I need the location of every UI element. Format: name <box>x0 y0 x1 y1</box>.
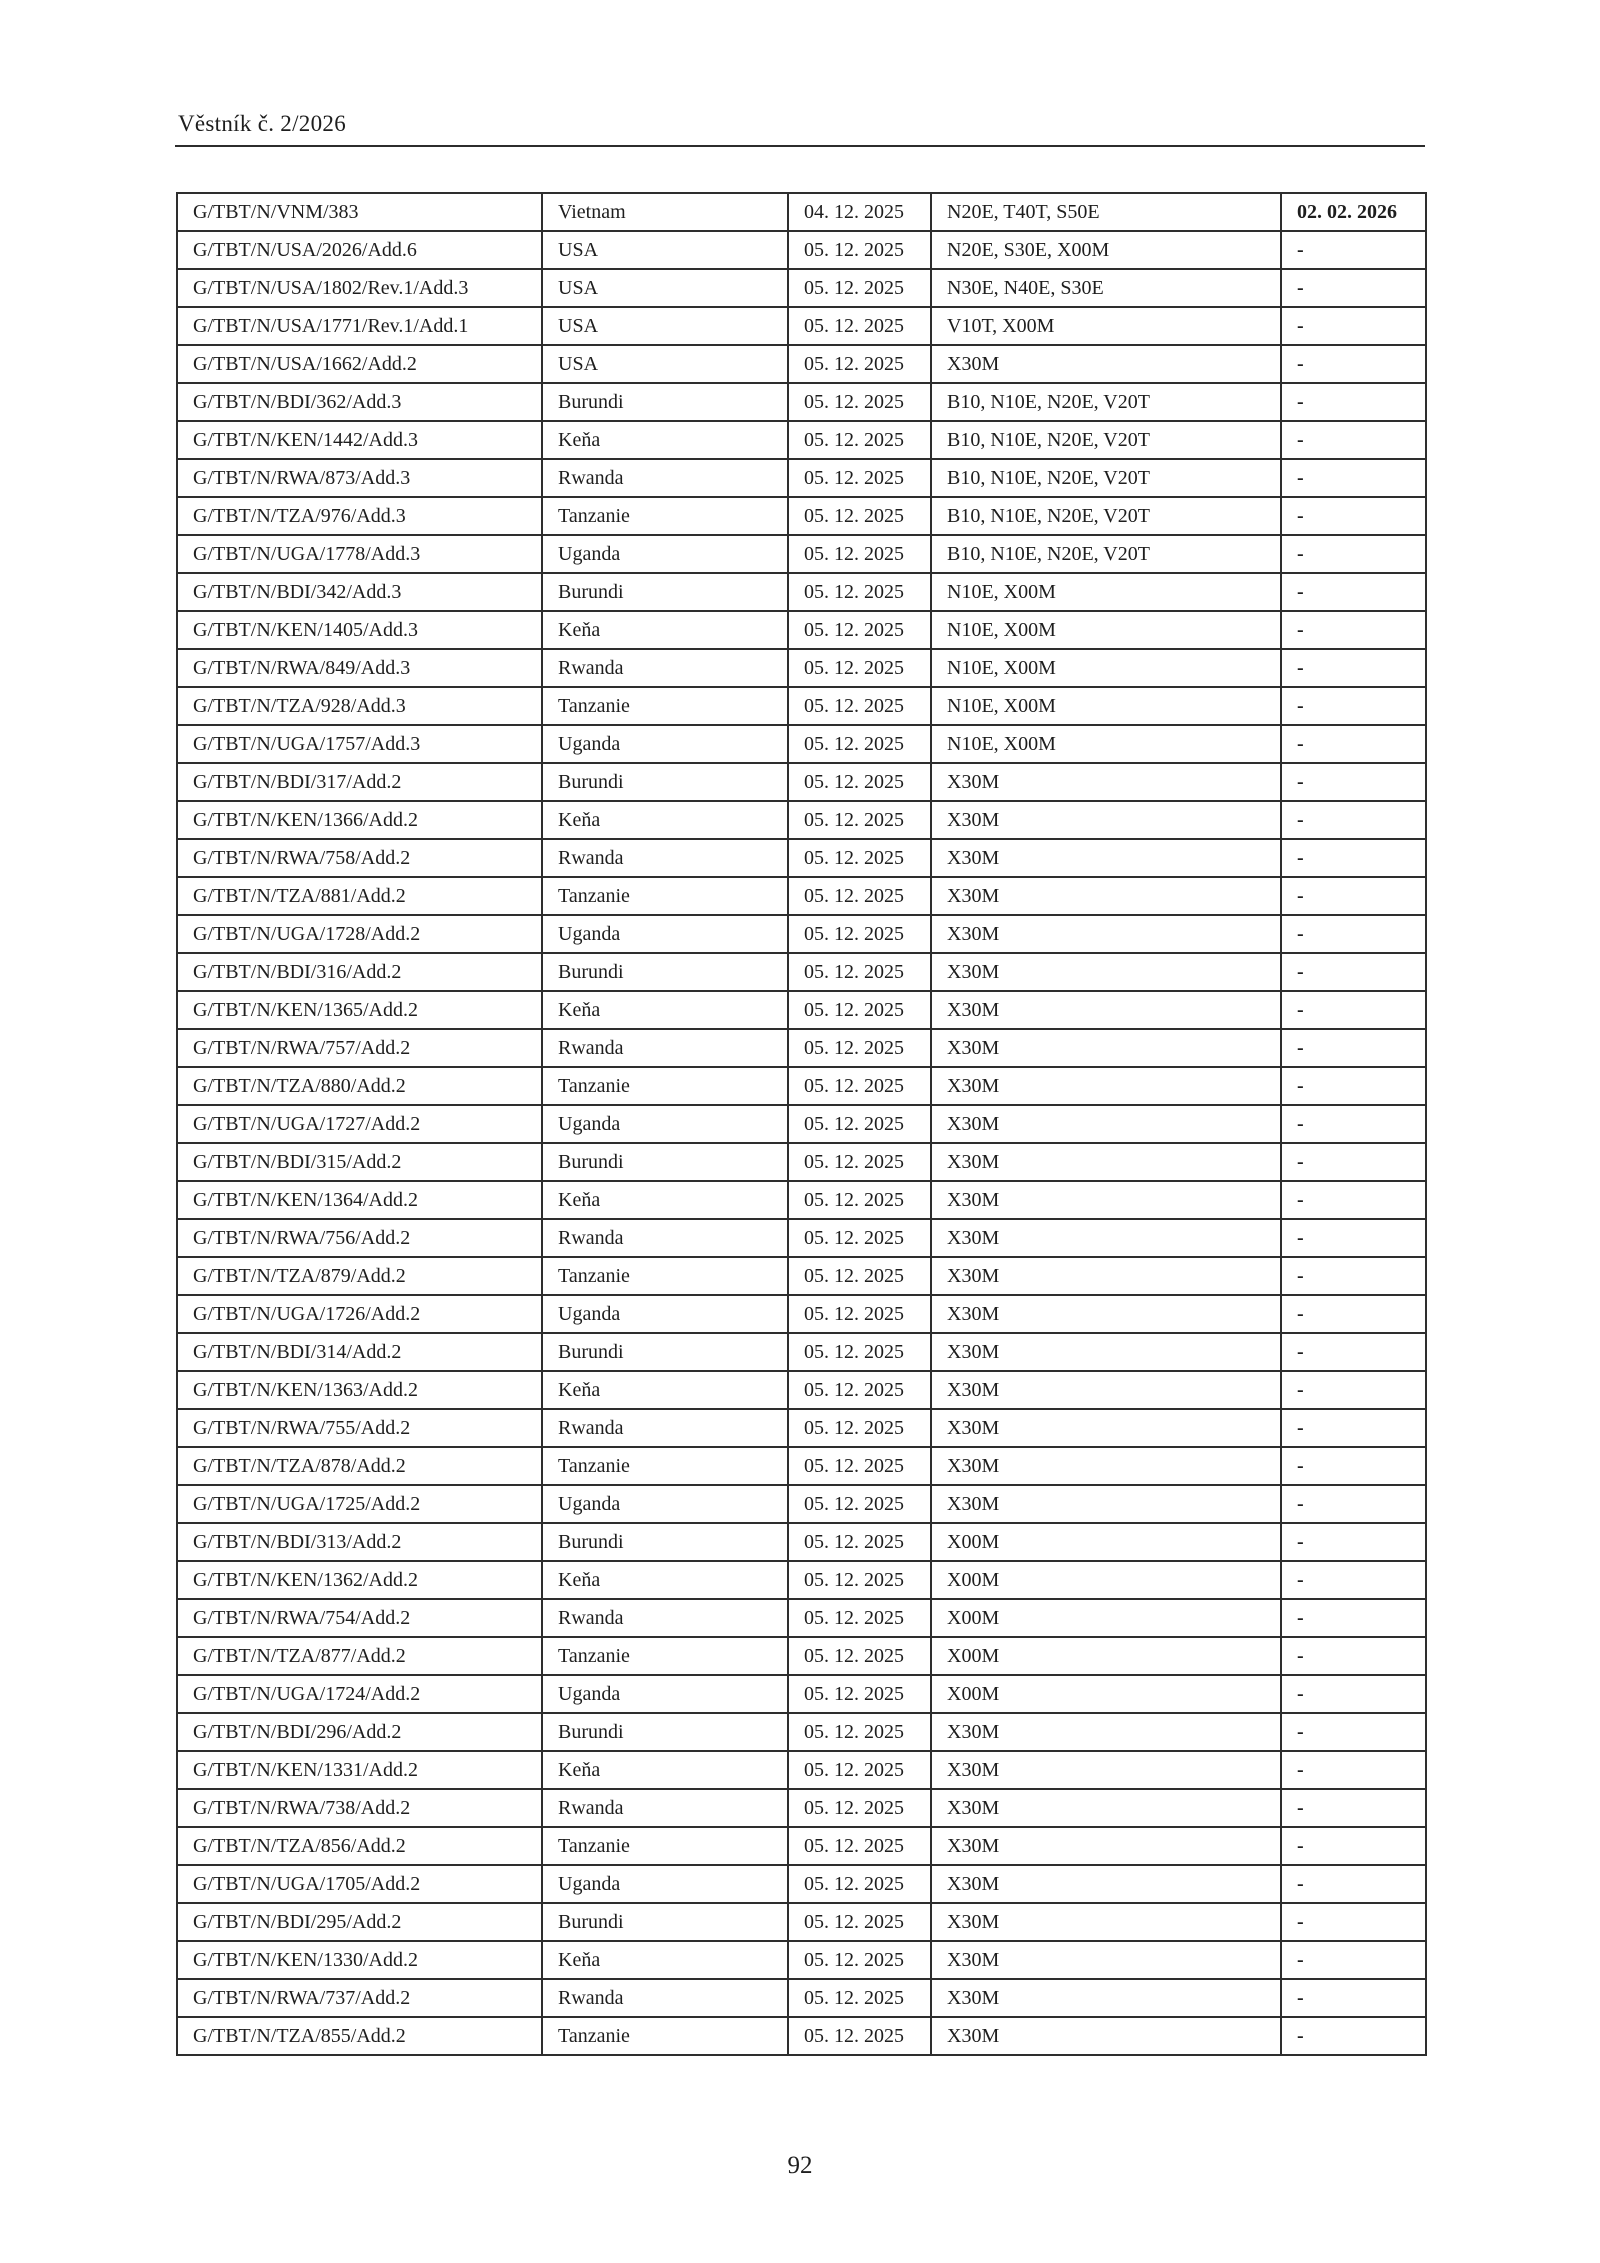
table-row <box>177 1143 1426 1181</box>
date-cell: 05. 12. 2025 <box>788 1067 931 1105</box>
date-cell: 05. 12. 2025 <box>788 1029 931 1067</box>
date-cell: 05. 12. 2025 <box>788 1713 931 1751</box>
notification-code-cell: G/TBT/N/RWA/873/Add.3 <box>177 459 542 497</box>
country-cell: Keňa <box>542 1941 788 1979</box>
table-row <box>177 1599 1426 1637</box>
deadline-cell: - <box>1281 1295 1426 1333</box>
table-row <box>177 1105 1426 1143</box>
deadline-cell: - <box>1281 1827 1426 1865</box>
date-cell: 05. 12. 2025 <box>788 801 931 839</box>
deadline-cell: - <box>1281 459 1426 497</box>
table-row <box>177 1409 1426 1447</box>
table-row <box>177 1865 1426 1903</box>
type-codes-cell: X30M <box>931 1067 1281 1105</box>
notification-code-cell: G/TBT/N/BDI/314/Add.2 <box>177 1333 542 1371</box>
type-codes-cell: X30M <box>931 1865 1281 1903</box>
deadline-cell: - <box>1281 725 1426 763</box>
deadline-cell: - <box>1281 1599 1426 1637</box>
deadline-cell: - <box>1281 1637 1426 1675</box>
table-row <box>177 1561 1426 1599</box>
deadline-cell: - <box>1281 1751 1426 1789</box>
deadline-cell: - <box>1281 1409 1426 1447</box>
type-codes-cell: X30M <box>931 2017 1281 2055</box>
deadline-cell: - <box>1281 1789 1426 1827</box>
deadline-cell: - <box>1281 573 1426 611</box>
notification-code-cell: G/TBT/N/KEN/1330/Add.2 <box>177 1941 542 1979</box>
type-codes-cell: N30E, N40E, S30E <box>931 269 1281 307</box>
notification-code-cell: G/TBT/N/BDI/317/Add.2 <box>177 763 542 801</box>
type-codes-cell: X30M <box>931 991 1281 1029</box>
country-cell: Uganda <box>542 1675 788 1713</box>
table-row <box>177 1333 1426 1371</box>
type-codes-cell: X30M <box>931 953 1281 991</box>
deadline-cell: - <box>1281 2017 1426 2055</box>
date-cell: 05. 12. 2025 <box>788 1903 931 1941</box>
type-codes-cell: B10, N10E, N20E, V20T <box>931 383 1281 421</box>
country-cell: Uganda <box>542 1865 788 1903</box>
type-codes-cell: X30M <box>931 915 1281 953</box>
type-codes-cell: X30M <box>931 1409 1281 1447</box>
country-cell: USA <box>542 345 788 383</box>
type-codes-cell: X00M <box>931 1599 1281 1637</box>
type-codes-cell: N10E, X00M <box>931 725 1281 763</box>
date-cell: 05. 12. 2025 <box>788 1637 931 1675</box>
country-cell: Tanzanie <box>542 2017 788 2055</box>
table-row <box>177 307 1426 345</box>
date-cell: 05. 12. 2025 <box>788 877 931 915</box>
page-number: 92 <box>787 2152 813 2179</box>
notification-code-cell: G/TBT/N/UGA/1726/Add.2 <box>177 1295 542 1333</box>
notification-code-cell: G/TBT/N/TZA/976/Add.3 <box>177 497 542 535</box>
deadline-cell: - <box>1281 1257 1426 1295</box>
notification-code-cell: G/TBT/N/TZA/879/Add.2 <box>177 1257 542 1295</box>
type-codes-cell: X30M <box>931 801 1281 839</box>
country-cell: Keňa <box>542 1751 788 1789</box>
notification-code-cell: G/TBT/N/KEN/1364/Add.2 <box>177 1181 542 1219</box>
header-rule-divider <box>175 145 1425 147</box>
country-cell: Rwanda <box>542 839 788 877</box>
date-cell: 05. 12. 2025 <box>788 1219 931 1257</box>
deadline-cell: - <box>1281 1067 1426 1105</box>
table-row <box>177 193 1426 231</box>
country-cell: Burundi <box>542 1333 788 1371</box>
notification-code-cell: G/TBT/N/RWA/755/Add.2 <box>177 1409 542 1447</box>
notification-code-cell: G/TBT/N/RWA/757/Add.2 <box>177 1029 542 1067</box>
table-row <box>177 915 1426 953</box>
table-row <box>177 421 1426 459</box>
table-row <box>177 573 1426 611</box>
type-codes-cell: X30M <box>931 877 1281 915</box>
date-cell: 05. 12. 2025 <box>788 231 931 269</box>
country-cell: Uganda <box>542 1485 788 1523</box>
deadline-cell: - <box>1281 1105 1426 1143</box>
deadline-cell: - <box>1281 1561 1426 1599</box>
date-cell: 05. 12. 2025 <box>788 1675 931 1713</box>
date-cell: 05. 12. 2025 <box>788 383 931 421</box>
date-cell: 04. 12. 2025 <box>788 193 931 231</box>
deadline-cell: - <box>1281 1029 1426 1067</box>
type-codes-cell: B10, N10E, N20E, V20T <box>931 535 1281 573</box>
deadline-cell: - <box>1281 1181 1426 1219</box>
deadline-cell: - <box>1281 1219 1426 1257</box>
table-row <box>177 459 1426 497</box>
date-cell: 05. 12. 2025 <box>788 1827 931 1865</box>
notification-code-cell: G/TBT/N/TZA/880/Add.2 <box>177 1067 542 1105</box>
notification-code-cell: G/TBT/N/USA/1802/Rev.1/Add.3 <box>177 269 542 307</box>
notification-code-cell: G/TBT/N/TZA/856/Add.2 <box>177 1827 542 1865</box>
date-cell: 05. 12. 2025 <box>788 307 931 345</box>
notification-code-cell: G/TBT/N/USA/1662/Add.2 <box>177 345 542 383</box>
notification-code-cell: G/TBT/N/UGA/1728/Add.2 <box>177 915 542 953</box>
type-codes-cell: X30M <box>931 1941 1281 1979</box>
notification-code-cell: G/TBT/N/KEN/1362/Add.2 <box>177 1561 542 1599</box>
type-codes-cell: X00M <box>931 1523 1281 1561</box>
table-row <box>177 877 1426 915</box>
date-cell: 05. 12. 2025 <box>788 1143 931 1181</box>
deadline-cell: - <box>1281 687 1426 725</box>
table-row <box>177 1485 1426 1523</box>
deadline-cell: - <box>1281 1333 1426 1371</box>
deadline-cell: - <box>1281 1979 1426 2017</box>
type-codes-cell: X30M <box>931 1333 1281 1371</box>
notifications-table-body <box>177 193 1426 2055</box>
date-cell: 05. 12. 2025 <box>788 1371 931 1409</box>
notification-code-cell: G/TBT/N/BDI/296/Add.2 <box>177 1713 542 1751</box>
deadline-cell: - <box>1281 383 1426 421</box>
date-cell: 05. 12. 2025 <box>788 1941 931 1979</box>
table-row <box>177 1751 1426 1789</box>
notification-code-cell: G/TBT/N/KEN/1442/Add.3 <box>177 421 542 459</box>
country-cell: Keňa <box>542 611 788 649</box>
country-cell: Burundi <box>542 1143 788 1181</box>
notification-code-cell: G/TBT/N/RWA/738/Add.2 <box>177 1789 542 1827</box>
table-row <box>177 1371 1426 1409</box>
deadline-cell: - <box>1281 1713 1426 1751</box>
country-cell: Tanzanie <box>542 1067 788 1105</box>
country-cell: Uganda <box>542 1105 788 1143</box>
country-cell: Rwanda <box>542 459 788 497</box>
notification-code-cell: G/TBT/N/USA/2026/Add.6 <box>177 231 542 269</box>
type-codes-cell: X00M <box>931 1561 1281 1599</box>
type-codes-cell: N10E, X00M <box>931 687 1281 725</box>
notification-code-cell: G/TBT/N/RWA/758/Add.2 <box>177 839 542 877</box>
date-cell: 05. 12. 2025 <box>788 573 931 611</box>
type-codes-cell: V10T, X00M <box>931 307 1281 345</box>
deadline-cell: - <box>1281 877 1426 915</box>
country-cell: Uganda <box>542 725 788 763</box>
page-title: Věstník č. 2/2026 <box>178 111 346 136</box>
country-cell: Keňa <box>542 1181 788 1219</box>
type-codes-cell: N20E, S30E, X00M <box>931 231 1281 269</box>
type-codes-cell: X30M <box>931 1295 1281 1333</box>
country-cell: Burundi <box>542 1523 788 1561</box>
table-row <box>177 1181 1426 1219</box>
table-row <box>177 1295 1426 1333</box>
table-row <box>177 1067 1426 1105</box>
type-codes-cell: X30M <box>931 1485 1281 1523</box>
date-cell: 05. 12. 2025 <box>788 991 931 1029</box>
country-cell: Vietnam <box>542 193 788 231</box>
deadline-cell: - <box>1281 535 1426 573</box>
date-cell: 05. 12. 2025 <box>788 345 931 383</box>
deadline-cell: - <box>1281 763 1426 801</box>
notification-code-cell: G/TBT/N/TZA/877/Add.2 <box>177 1637 542 1675</box>
notification-code-cell: G/TBT/N/RWA/737/Add.2 <box>177 1979 542 2017</box>
deadline-cell: - <box>1281 953 1426 991</box>
notification-code-cell: G/TBT/N/BDI/295/Add.2 <box>177 1903 542 1941</box>
notification-code-cell: G/TBT/N/UGA/1705/Add.2 <box>177 1865 542 1903</box>
country-cell: Burundi <box>542 573 788 611</box>
notification-code-cell: G/TBT/N/UGA/1757/Add.3 <box>177 725 542 763</box>
notification-code-cell: G/TBT/N/BDI/313/Add.2 <box>177 1523 542 1561</box>
type-codes-cell: N10E, X00M <box>931 649 1281 687</box>
type-codes-cell: X30M <box>931 345 1281 383</box>
country-cell: USA <box>542 269 788 307</box>
date-cell: 05. 12. 2025 <box>788 1333 931 1371</box>
notification-code-cell: G/TBT/N/UGA/1725/Add.2 <box>177 1485 542 1523</box>
country-cell: Keňa <box>542 801 788 839</box>
country-cell: Burundi <box>542 1713 788 1751</box>
type-codes-cell: X30M <box>931 1181 1281 1219</box>
date-cell: 05. 12. 2025 <box>788 1105 931 1143</box>
deadline-cell: 02. 02. 2026 <box>1281 193 1426 231</box>
deadline-cell: - <box>1281 421 1426 459</box>
date-cell: 05. 12. 2025 <box>788 839 931 877</box>
country-cell: Burundi <box>542 383 788 421</box>
date-cell: 05. 12. 2025 <box>788 725 931 763</box>
country-cell: Rwanda <box>542 1029 788 1067</box>
notification-code-cell: G/TBT/N/KEN/1331/Add.2 <box>177 1751 542 1789</box>
notification-code-cell: G/TBT/N/BDI/342/Add.3 <box>177 573 542 611</box>
date-cell: 05. 12. 2025 <box>788 1485 931 1523</box>
country-cell: Tanzanie <box>542 1257 788 1295</box>
deadline-cell: - <box>1281 915 1426 953</box>
date-cell: 05. 12. 2025 <box>788 1257 931 1295</box>
date-cell: 05. 12. 2025 <box>788 1447 931 1485</box>
notification-code-cell: G/TBT/N/RWA/849/Add.3 <box>177 649 542 687</box>
date-cell: 05. 12. 2025 <box>788 269 931 307</box>
date-cell: 05. 12. 2025 <box>788 763 931 801</box>
type-codes-cell: N10E, X00M <box>931 611 1281 649</box>
country-cell: Burundi <box>542 953 788 991</box>
date-cell: 05. 12. 2025 <box>788 649 931 687</box>
deadline-cell: - <box>1281 1903 1426 1941</box>
table-row <box>177 1903 1426 1941</box>
deadline-cell: - <box>1281 1675 1426 1713</box>
table-row <box>177 1979 1426 2017</box>
date-cell: 05. 12. 2025 <box>788 497 931 535</box>
notification-code-cell: G/TBT/N/BDI/316/Add.2 <box>177 953 542 991</box>
notification-code-cell: G/TBT/N/RWA/754/Add.2 <box>177 1599 542 1637</box>
notification-code-cell: G/TBT/N/TZA/855/Add.2 <box>177 2017 542 2055</box>
table-row <box>177 1941 1426 1979</box>
notification-code-cell: G/TBT/N/VNM/383 <box>177 193 542 231</box>
country-cell: Rwanda <box>542 649 788 687</box>
country-cell: Keňa <box>542 1371 788 1409</box>
type-codes-cell: X30M <box>931 1903 1281 1941</box>
notification-code-cell: G/TBT/N/KEN/1405/Add.3 <box>177 611 542 649</box>
country-cell: Rwanda <box>542 1599 788 1637</box>
date-cell: 05. 12. 2025 <box>788 1599 931 1637</box>
notification-code-cell: G/TBT/N/UGA/1727/Add.2 <box>177 1105 542 1143</box>
deadline-cell: - <box>1281 611 1426 649</box>
country-cell: Rwanda <box>542 1219 788 1257</box>
type-codes-cell: X30M <box>931 1105 1281 1143</box>
country-cell: USA <box>542 307 788 345</box>
country-cell: Uganda <box>542 1295 788 1333</box>
table-row <box>177 269 1426 307</box>
country-cell: Keňa <box>542 991 788 1029</box>
date-cell: 05. 12. 2025 <box>788 1789 931 1827</box>
country-cell: Keňa <box>542 1561 788 1599</box>
deadline-cell: - <box>1281 801 1426 839</box>
notification-code-cell: G/TBT/N/KEN/1366/Add.2 <box>177 801 542 839</box>
deadline-cell: - <box>1281 1447 1426 1485</box>
type-codes-cell: X30M <box>931 1447 1281 1485</box>
type-codes-cell: B10, N10E, N20E, V20T <box>931 421 1281 459</box>
table-row <box>177 991 1426 1029</box>
deadline-cell: - <box>1281 649 1426 687</box>
deadline-cell: - <box>1281 497 1426 535</box>
table-row <box>177 2017 1426 2055</box>
type-codes-cell: X30M <box>931 1751 1281 1789</box>
table-row <box>177 953 1426 991</box>
table-row <box>177 763 1426 801</box>
type-codes-cell: B10, N10E, N20E, V20T <box>931 459 1281 497</box>
date-cell: 05. 12. 2025 <box>788 1561 931 1599</box>
notification-code-cell: G/TBT/N/USA/1771/Rev.1/Add.1 <box>177 307 542 345</box>
country-cell: Rwanda <box>542 1979 788 2017</box>
type-codes-cell: B10, N10E, N20E, V20T <box>931 497 1281 535</box>
date-cell: 05. 12. 2025 <box>788 1751 931 1789</box>
type-codes-cell: X30M <box>931 1219 1281 1257</box>
type-codes-cell: X30M <box>931 1143 1281 1181</box>
type-codes-cell: X30M <box>931 1789 1281 1827</box>
table-row <box>177 801 1426 839</box>
table-row <box>177 1675 1426 1713</box>
table-row <box>177 687 1426 725</box>
deadline-cell: - <box>1281 231 1426 269</box>
table-row <box>177 1447 1426 1485</box>
deadline-cell: - <box>1281 307 1426 345</box>
date-cell: 05. 12. 2025 <box>788 1409 931 1447</box>
type-codes-cell: X00M <box>931 1637 1281 1675</box>
deadline-cell: - <box>1281 991 1426 1029</box>
country-cell: Burundi <box>542 763 788 801</box>
type-codes-cell: X30M <box>931 1257 1281 1295</box>
date-cell: 05. 12. 2025 <box>788 611 931 649</box>
country-cell: Tanzanie <box>542 877 788 915</box>
notifications-table <box>176 192 1427 2056</box>
deadline-cell: - <box>1281 1523 1426 1561</box>
type-codes-cell: X30M <box>931 1371 1281 1409</box>
country-cell: USA <box>542 231 788 269</box>
table-row <box>177 535 1426 573</box>
table-row <box>177 1219 1426 1257</box>
date-cell: 05. 12. 2025 <box>788 1865 931 1903</box>
type-codes-cell: N20E, T40T, S50E <box>931 193 1281 231</box>
country-cell: Uganda <box>542 535 788 573</box>
table-row <box>177 1789 1426 1827</box>
date-cell: 05. 12. 2025 <box>788 953 931 991</box>
country-cell: Tanzanie <box>542 1447 788 1485</box>
table-row <box>177 1637 1426 1675</box>
deadline-cell: - <box>1281 1865 1426 1903</box>
date-cell: 05. 12. 2025 <box>788 915 931 953</box>
type-codes-cell: X30M <box>931 839 1281 877</box>
date-cell: 05. 12. 2025 <box>788 421 931 459</box>
table-row <box>177 611 1426 649</box>
deadline-cell: - <box>1281 1371 1426 1409</box>
date-cell: 05. 12. 2025 <box>788 459 931 497</box>
country-cell: Tanzanie <box>542 1827 788 1865</box>
type-codes-cell: X00M <box>931 1675 1281 1713</box>
table-row <box>177 1827 1426 1865</box>
type-codes-cell: X30M <box>931 1029 1281 1067</box>
notification-code-cell: G/TBT/N/BDI/362/Add.3 <box>177 383 542 421</box>
country-cell: Tanzanie <box>542 687 788 725</box>
notification-code-cell: G/TBT/N/RWA/756/Add.2 <box>177 1219 542 1257</box>
table-row <box>177 497 1426 535</box>
notification-code-cell: G/TBT/N/BDI/315/Add.2 <box>177 1143 542 1181</box>
country-cell: Rwanda <box>542 1789 788 1827</box>
type-codes-cell: X30M <box>931 1713 1281 1751</box>
notification-code-cell: G/TBT/N/UGA/1724/Add.2 <box>177 1675 542 1713</box>
deadline-cell: - <box>1281 345 1426 383</box>
date-cell: 05. 12. 2025 <box>788 1979 931 2017</box>
country-cell: Tanzanie <box>542 497 788 535</box>
table-row <box>177 345 1426 383</box>
table-row <box>177 1713 1426 1751</box>
table-row <box>177 231 1426 269</box>
country-cell: Uganda <box>542 915 788 953</box>
notification-code-cell: G/TBT/N/TZA/878/Add.2 <box>177 1447 542 1485</box>
table-row <box>177 725 1426 763</box>
type-codes-cell: X30M <box>931 1979 1281 2017</box>
type-codes-cell: X30M <box>931 1827 1281 1865</box>
notification-code-cell: G/TBT/N/UGA/1778/Add.3 <box>177 535 542 573</box>
notification-code-cell: G/TBT/N/KEN/1363/Add.2 <box>177 1371 542 1409</box>
table-row <box>177 1257 1426 1295</box>
country-cell: Burundi <box>542 1903 788 1941</box>
date-cell: 05. 12. 2025 <box>788 2017 931 2055</box>
date-cell: 05. 12. 2025 <box>788 535 931 573</box>
table-row <box>177 1029 1426 1067</box>
deadline-cell: - <box>1281 1941 1426 1979</box>
deadline-cell: - <box>1281 1485 1426 1523</box>
notification-code-cell: G/TBT/N/TZA/881/Add.2 <box>177 877 542 915</box>
table-row <box>177 383 1426 421</box>
date-cell: 05. 12. 2025 <box>788 687 931 725</box>
country-cell: Rwanda <box>542 1409 788 1447</box>
country-cell: Keňa <box>542 421 788 459</box>
country-cell: Tanzanie <box>542 1637 788 1675</box>
type-codes-cell: X30M <box>931 763 1281 801</box>
deadline-cell: - <box>1281 269 1426 307</box>
deadline-cell: - <box>1281 1143 1426 1181</box>
table-row <box>177 649 1426 687</box>
table-row <box>177 1523 1426 1561</box>
table-row <box>177 839 1426 877</box>
date-cell: 05. 12. 2025 <box>788 1523 931 1561</box>
date-cell: 05. 12. 2025 <box>788 1181 931 1219</box>
notification-code-cell: G/TBT/N/TZA/928/Add.3 <box>177 687 542 725</box>
deadline-cell: - <box>1281 839 1426 877</box>
type-codes-cell: N10E, X00M <box>931 573 1281 611</box>
notification-code-cell: G/TBT/N/KEN/1365/Add.2 <box>177 991 542 1029</box>
date-cell: 05. 12. 2025 <box>788 1295 931 1333</box>
